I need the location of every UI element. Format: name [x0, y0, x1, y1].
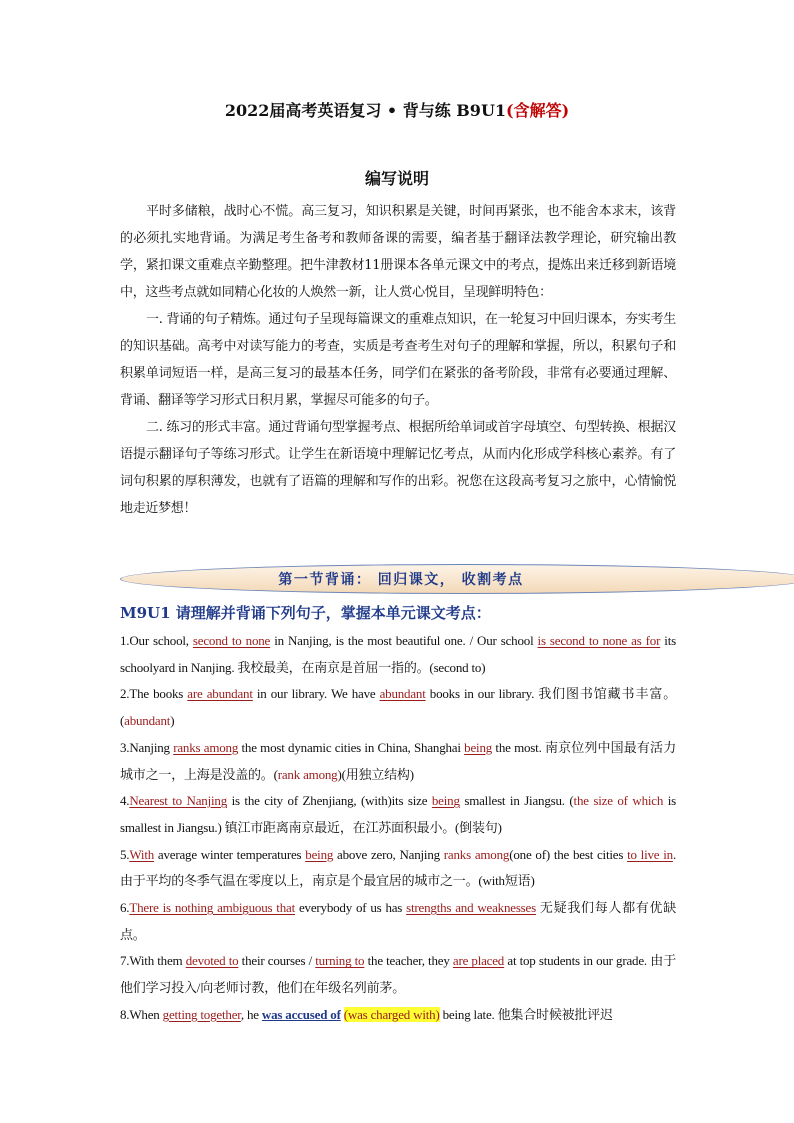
- intro-paragraph-2: 一. 背诵的句子精炼。通过句子呈现每篇课文的重难点知识，在一轮复习中回归课本，夯实考生的知识基础。高考中对读写能力的考查，实质是考查考生对句子的理解和掌握，所以，积累句子和积累单词短语一样，是高三复习的最基本任务，同学们在紧张的备考阶段，非常有必要通过理解、背诵、翻译等学习形式日积月累，掌握尽可能多的句子。: [120, 312, 676, 408]
- sentence-3: 3.Nanjing ranks among the most dynamic cities in China, Shanghai being the most. 南京位列中国最有活力城市之一，上海是没盖的。(rank among)(用独立结构): [120, 739, 676, 782]
- section-banner: [120, 564, 794, 594]
- unit-heading: M9U1 请理解并背诵下列句子，掌握本单元课文考点：: [120, 604, 491, 622]
- explain-heading: 编写说明: [364, 169, 429, 188]
- intro-text: [120, 198, 676, 522]
- sentence-4: 4.Nearest to Nanjing is the city of Zhenjiang, (with)its size being smallest in Jiangsu. (the size of which is smallest in Jiangsu.) 镇江市距离南京最近，在江苏面积最小。(倒装句): [120, 793, 676, 835]
- sentence-7: 7.With them devoted to their courses / turning to the teacher, they are placed at top students in our grade. 由于他们学习投入/向老师讨教，他们在年级名列前茅。: [120, 953, 677, 996]
- sentence-1: 1.Our school, second to none in Nanjing, is the most beautiful one. / Our school is second to none as for its schoolyard in Nanjing. 我校最美，在南京是首屈一指的。(second to): [120, 633, 676, 675]
- sentence-list: [120, 628, 676, 1029]
- intro-paragraph-1: 平时多储粮，战时心不慌。高三复习，知识积累是关键，时间再紧张，也不能舍本求末，该背的必须扎实地背诵。为满足考生备考和教师备课的需要，编者基于翻译法教学理论，研究输出教学，紧扣课文重难点辛勤整理。把牛津教材11册课本各单元课文中的考点，提炼出来迁移到新语境中，这些考点就如同精心化妆的人焕然一新，让人赏心悦目，呈现鲜明特色：: [120, 204, 676, 300]
- intro-paragraph-3: 二. 练习的形式丰富。通过背诵句型掌握考点、根据所给单词或首字母填空、句型转换、根据汉语提示翻译句子等练习形式。让学生在新语境中理解记忆考点，从而内化形成学科核心素养。有了词句积累的厚积薄发，也就有了语篇的理解和写作的出彩。祝您在这段高考复习之旅中，心情愉悦地走近梦想！: [120, 420, 676, 516]
- sentence-6: 6.There is nothing ambiguous that everybody of us has strengths and weaknesses 无疑我们每人都有优缺点。: [120, 900, 676, 942]
- sentence-5: 5.With average winter temperatures being above zero, Nanjing ranks among(one of) the best cities to live in. 由于平均的冬季气温在零度以上，南京是个最宜居的城市之一。(with短语): [120, 846, 677, 889]
- banner-text: 第一节背诵： 回归课文， 收割考点: [278, 572, 524, 588]
- sentence-8: 8.When getting together, he was accused of (was charged with) being late. 他集合时候被批评迟: [120, 1006, 613, 1022]
- document-title: [0, 98, 794, 121]
- title-suffix: (含解答): [506, 101, 570, 120]
- highlighted-phrase: (was charged with): [343, 1006, 440, 1022]
- title-main: 2022届高考英语复习 • 背与练 B9U1: [224, 101, 507, 120]
- sentence-2: 2.The books are abundant in our library. We have abundant books in our library. 我们图书馆藏书丰富。(abundant): [120, 686, 677, 729]
